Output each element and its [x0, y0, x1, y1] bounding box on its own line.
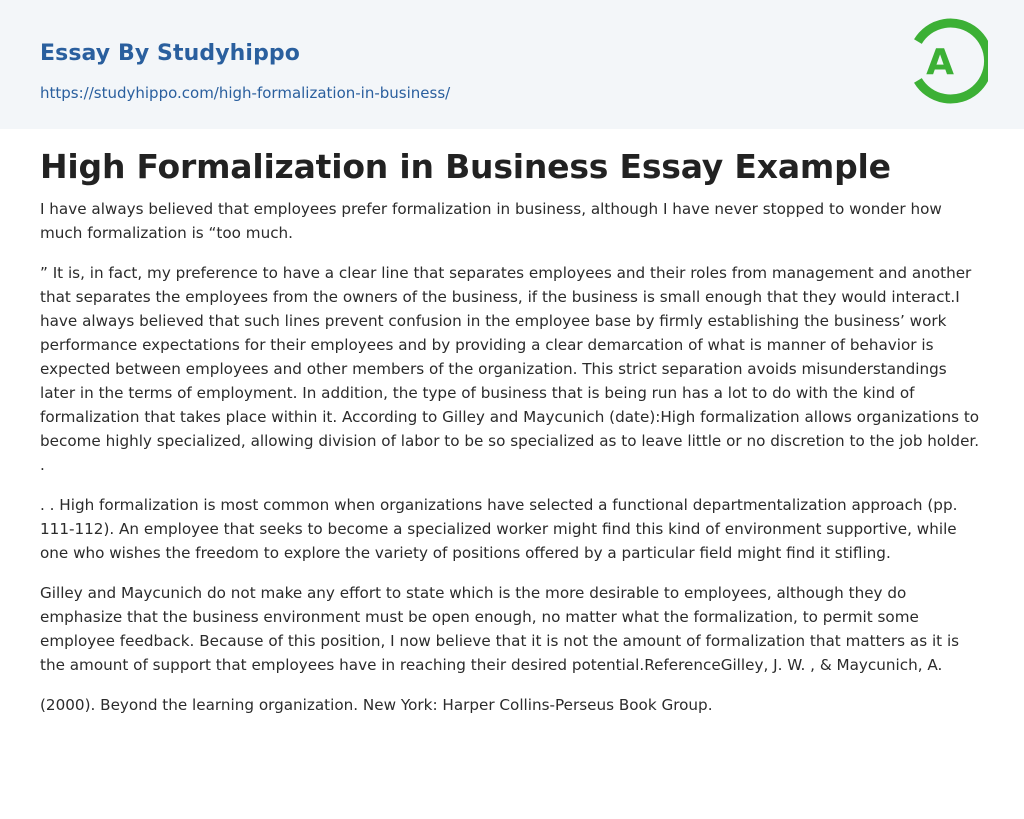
article	[40, 129, 986, 717]
paragraph-4: Gilley and Maycunich do not make any effort to state which is the more desirable to employees, although they do emphasize that the business environment must be open enough, no matter what the formalization, to permit some employee feedback. Because of this position, I now believe that it is not the amount of formalization that matters as it is the amount of support that employees have in reaching their desired potential.ReferenceGilley, J. W. , & Maycunich, A.	[40, 584, 960, 674]
paragraph-5: (2000). Beyond the learning organization. New York: Harper Collins-Perseus Book Group.	[40, 696, 713, 714]
site-header	[0, 0, 1024, 129]
logo-ring-icon	[902, 18, 988, 104]
paragraph-2: ” It is, in fact, my preference to have a clear line that separates employees and their roles from management and another that separates the employees from the owners of the business, if the business is small enough that they would interact.I have always believed that such lines prevent confusion in the employee base by firmly establishing the business’ work performance expectations for their employees and by providing a clear demarcation of what is manner of behavior is expected between employees and other members of the organization. This strict separation avoids misunderstandings later in the terms of employment. In addition, the type of business that is being run has a lot to do with the kind of formalization that takes place within it. According to Gilley and Maycunich (date):High formalization allows organizations to become highly specialized, allowing division of labor to be so specialized as to leave little or no discretion to the job holder. .	[40, 264, 980, 474]
brand-title[interactable]: Essay By Studyhippo	[40, 41, 300, 66]
logo-letter: A	[926, 42, 954, 83]
studyhippo-logo[interactable]	[902, 18, 988, 104]
paragraph-3: . . High formalization is most common when organizations have selected a functional departmentalization approach (pp. 111-112). An employee that seeks to become a specialized worker might find this kind of environment supportive, while one who wishes the freedom to explore the variety of positions offered by a particular field might find it stifling.	[40, 496, 958, 562]
page-title: High Formalization in Business Essay Example	[40, 147, 891, 186]
source-url-link[interactable]: https://studyhippo.com/high-formalization-in-business/	[40, 84, 451, 102]
paragraph-1: I have always believed that employees prefer formalization in business, although I have never stopped to wonder how much formalization is “too much.	[40, 200, 942, 242]
